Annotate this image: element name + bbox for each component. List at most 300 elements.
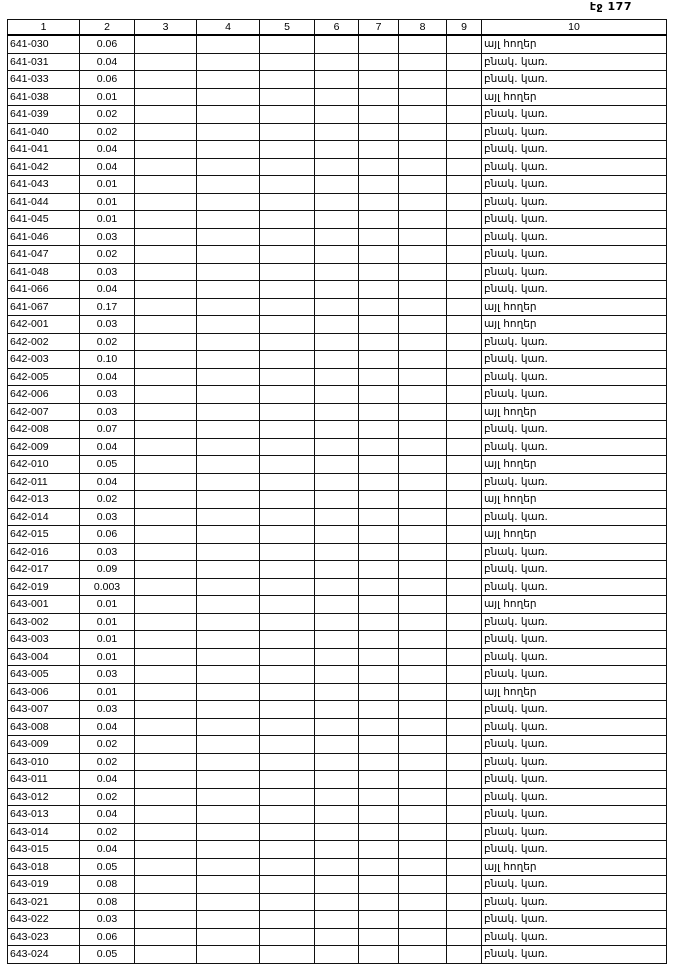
- empty-cell: [260, 946, 315, 964]
- table-row: [8, 578, 667, 596]
- empty-cell: [197, 946, 260, 964]
- empty-cell: [399, 333, 447, 351]
- land-use-cell: բնակ. կառ.: [482, 106, 667, 124]
- empty-cell: [260, 298, 315, 316]
- empty-cell: [315, 176, 359, 194]
- empty-cell: [359, 473, 399, 491]
- empty-cell: [447, 578, 482, 596]
- parcel-code-cell: 642-015: [8, 526, 80, 544]
- parcel-code-cell: 643-005: [8, 666, 80, 684]
- parcel-code-cell: 641-039: [8, 106, 80, 124]
- parcel-code-cell: 642-011: [8, 473, 80, 491]
- empty-cell: [399, 753, 447, 771]
- empty-cell: [315, 316, 359, 334]
- land-use-cell: բնակ. կառ.: [482, 648, 667, 666]
- header-row: [8, 20, 667, 36]
- land-use-cell: բնակ. կառ.: [482, 123, 667, 141]
- empty-cell: [135, 631, 197, 649]
- empty-cell: [315, 788, 359, 806]
- land-use-cell: բնակ. կառ.: [482, 841, 667, 859]
- area-value-cell: 0.04: [80, 771, 135, 789]
- empty-cell: [399, 806, 447, 824]
- empty-cell: [260, 403, 315, 421]
- land-use-cell: բնակ. կառ.: [482, 613, 667, 631]
- table-row: [8, 368, 667, 386]
- table-row: [8, 911, 667, 929]
- empty-cell: [447, 841, 482, 859]
- empty-cell: [399, 211, 447, 229]
- land-use-cell: բնակ. կառ.: [482, 561, 667, 579]
- empty-cell: [197, 683, 260, 701]
- land-use-cell: բնակ. կառ.: [482, 543, 667, 561]
- area-value-cell: 0.01: [80, 613, 135, 631]
- empty-cell: [399, 718, 447, 736]
- empty-cell: [135, 263, 197, 281]
- parcel-code-cell: 642-016: [8, 543, 80, 561]
- empty-cell: [447, 88, 482, 106]
- empty-cell: [135, 316, 197, 334]
- table-row: [8, 456, 667, 474]
- parcel-code-cell: 641-033: [8, 71, 80, 89]
- area-value-cell: 0.01: [80, 648, 135, 666]
- empty-cell: [135, 596, 197, 614]
- parcel-code-cell: 641-040: [8, 123, 80, 141]
- table-row: [8, 263, 667, 281]
- empty-cell: [197, 473, 260, 491]
- empty-cell: [135, 946, 197, 964]
- land-use-cell: այլ հողեր: [482, 683, 667, 701]
- parcel-code-cell: 641-067: [8, 298, 80, 316]
- empty-cell: [260, 823, 315, 841]
- area-value-cell: 0.03: [80, 263, 135, 281]
- empty-cell: [359, 333, 399, 351]
- parcel-code-cell: 642-017: [8, 561, 80, 579]
- empty-cell: [135, 753, 197, 771]
- area-value-cell: 0.03: [80, 701, 135, 719]
- empty-cell: [359, 106, 399, 124]
- empty-cell: [260, 193, 315, 211]
- empty-cell: [197, 701, 260, 719]
- empty-cell: [197, 543, 260, 561]
- area-value-cell: 0.01: [80, 631, 135, 649]
- empty-cell: [399, 648, 447, 666]
- empty-cell: [447, 543, 482, 561]
- table-row: [8, 351, 667, 369]
- empty-cell: [447, 701, 482, 719]
- empty-cell: [260, 281, 315, 299]
- empty-cell: [260, 316, 315, 334]
- empty-cell: [135, 683, 197, 701]
- empty-cell: [315, 858, 359, 876]
- empty-cell: [197, 823, 260, 841]
- empty-cell: [135, 578, 197, 596]
- empty-cell: [315, 701, 359, 719]
- empty-cell: [359, 246, 399, 264]
- land-use-cell: բնակ. կառ.: [482, 753, 667, 771]
- land-use-cell: այլ հողեր: [482, 403, 667, 421]
- empty-cell: [260, 141, 315, 159]
- parcel-code-cell: 643-011: [8, 771, 80, 789]
- empty-cell: [359, 841, 399, 859]
- table-row: [8, 316, 667, 334]
- empty-cell: [399, 386, 447, 404]
- table-row: [8, 543, 667, 561]
- empty-cell: [135, 911, 197, 929]
- empty-cell: [197, 403, 260, 421]
- area-value-cell: 0.03: [80, 228, 135, 246]
- land-use-cell: բնակ. կառ.: [482, 246, 667, 264]
- empty-cell: [359, 701, 399, 719]
- empty-cell: [260, 176, 315, 194]
- empty-cell: [315, 613, 359, 631]
- empty-cell: [359, 526, 399, 544]
- land-use-cell: բնակ. կառ.: [482, 578, 667, 596]
- empty-cell: [135, 141, 197, 159]
- land-use-cell: բնակ. կառ.: [482, 193, 667, 211]
- empty-cell: [135, 543, 197, 561]
- empty-cell: [197, 228, 260, 246]
- empty-cell: [359, 228, 399, 246]
- empty-cell: [399, 158, 447, 176]
- empty-cell: [260, 561, 315, 579]
- parcel-code-cell: 643-004: [8, 648, 80, 666]
- empty-cell: [359, 823, 399, 841]
- empty-cell: [447, 858, 482, 876]
- empty-cell: [399, 543, 447, 561]
- parcel-code-cell: 643-018: [8, 858, 80, 876]
- empty-cell: [260, 491, 315, 509]
- empty-cell: [399, 823, 447, 841]
- parcel-code-cell: 641-043: [8, 176, 80, 194]
- parcel-code-cell: 642-006: [8, 386, 80, 404]
- table-row: [8, 123, 667, 141]
- empty-cell: [135, 158, 197, 176]
- empty-cell: [447, 631, 482, 649]
- empty-cell: [135, 876, 197, 894]
- empty-cell: [359, 281, 399, 299]
- empty-cell: [359, 876, 399, 894]
- parcel-code-cell: 641-047: [8, 246, 80, 264]
- table-row: [8, 491, 667, 509]
- empty-cell: [315, 561, 359, 579]
- parcel-code-cell: 642-008: [8, 421, 80, 439]
- empty-cell: [315, 421, 359, 439]
- empty-cell: [315, 35, 359, 53]
- empty-cell: [315, 53, 359, 71]
- land-use-cell: բնակ. կառ.: [482, 911, 667, 929]
- empty-cell: [315, 946, 359, 964]
- area-value-cell: 0.02: [80, 823, 135, 841]
- empty-cell: [359, 368, 399, 386]
- land-use-cell: բնակ. կառ.: [482, 701, 667, 719]
- table-row: [8, 946, 667, 964]
- column-header: 4: [197, 20, 260, 36]
- empty-cell: [359, 858, 399, 876]
- empty-cell: [135, 701, 197, 719]
- parcel-code-cell: 641-046: [8, 228, 80, 246]
- empty-cell: [359, 263, 399, 281]
- empty-cell: [399, 351, 447, 369]
- column-header: 2: [80, 20, 135, 36]
- empty-cell: [260, 158, 315, 176]
- empty-cell: [447, 806, 482, 824]
- empty-cell: [399, 946, 447, 964]
- empty-cell: [315, 526, 359, 544]
- land-use-cell: բնակ. կառ.: [482, 788, 667, 806]
- empty-cell: [399, 893, 447, 911]
- area-value-cell: 0.03: [80, 911, 135, 929]
- empty-cell: [315, 456, 359, 474]
- table-row: [8, 53, 667, 71]
- empty-cell: [135, 928, 197, 946]
- empty-cell: [399, 701, 447, 719]
- empty-cell: [197, 736, 260, 754]
- empty-cell: [260, 596, 315, 614]
- empty-cell: [197, 123, 260, 141]
- parcel-code-cell: 641-044: [8, 193, 80, 211]
- land-use-cell: բնակ. կառ.: [482, 631, 667, 649]
- empty-cell: [399, 736, 447, 754]
- area-value-cell: 0.02: [80, 753, 135, 771]
- land-use-cell: բնակ. կառ.: [482, 351, 667, 369]
- parcel-code-cell: 643-001: [8, 596, 80, 614]
- area-value-cell: 0.01: [80, 176, 135, 194]
- empty-cell: [197, 561, 260, 579]
- empty-cell: [260, 771, 315, 789]
- empty-cell: [315, 911, 359, 929]
- empty-cell: [399, 456, 447, 474]
- empty-cell: [315, 928, 359, 946]
- land-use-cell: բնակ. կառ.: [482, 876, 667, 894]
- empty-cell: [197, 788, 260, 806]
- column-header: 9: [447, 20, 482, 36]
- parcel-code-cell: 641-048: [8, 263, 80, 281]
- empty-cell: [447, 561, 482, 579]
- empty-cell: [260, 351, 315, 369]
- empty-cell: [135, 736, 197, 754]
- empty-cell: [359, 683, 399, 701]
- empty-cell: [135, 333, 197, 351]
- empty-cell: [315, 211, 359, 229]
- area-value-cell: 0.06: [80, 928, 135, 946]
- area-value-cell: 0.02: [80, 106, 135, 124]
- empty-cell: [359, 561, 399, 579]
- empty-cell: [197, 456, 260, 474]
- empty-cell: [359, 141, 399, 159]
- empty-cell: [399, 876, 447, 894]
- empty-cell: [399, 141, 447, 159]
- empty-cell: [447, 771, 482, 789]
- land-use-cell: բնակ. կառ.: [482, 386, 667, 404]
- area-value-cell: 0.04: [80, 158, 135, 176]
- empty-cell: [197, 438, 260, 456]
- parcel-code-cell: 643-023: [8, 928, 80, 946]
- land-use-cell: բնակ. կառ.: [482, 176, 667, 194]
- table-row: [8, 508, 667, 526]
- empty-cell: [315, 806, 359, 824]
- empty-cell: [359, 928, 399, 946]
- empty-cell: [315, 648, 359, 666]
- empty-cell: [447, 316, 482, 334]
- table-row: [8, 596, 667, 614]
- empty-cell: [197, 893, 260, 911]
- empty-cell: [197, 613, 260, 631]
- empty-cell: [447, 596, 482, 614]
- land-use-cell: բնակ. կառ.: [482, 368, 667, 386]
- empty-cell: [260, 246, 315, 264]
- empty-cell: [260, 228, 315, 246]
- empty-cell: [399, 788, 447, 806]
- empty-cell: [260, 421, 315, 439]
- area-value-cell: 0.02: [80, 491, 135, 509]
- parcel-code-cell: 641-038: [8, 88, 80, 106]
- empty-cell: [260, 701, 315, 719]
- parcel-code-cell: 642-019: [8, 578, 80, 596]
- empty-cell: [135, 823, 197, 841]
- empty-cell: [447, 421, 482, 439]
- empty-cell: [399, 246, 447, 264]
- area-value-cell: 0.04: [80, 438, 135, 456]
- empty-cell: [359, 158, 399, 176]
- column-header: 7: [359, 20, 399, 36]
- land-use-cell: այլ հողեր: [482, 596, 667, 614]
- empty-cell: [260, 543, 315, 561]
- empty-cell: [197, 351, 260, 369]
- empty-cell: [315, 771, 359, 789]
- column-header: 10: [482, 20, 667, 36]
- empty-cell: [399, 928, 447, 946]
- area-value-cell: 0.05: [80, 946, 135, 964]
- empty-cell: [260, 911, 315, 929]
- empty-cell: [315, 596, 359, 614]
- empty-cell: [315, 298, 359, 316]
- empty-cell: [447, 368, 482, 386]
- empty-cell: [447, 263, 482, 281]
- area-value-cell: 0.04: [80, 368, 135, 386]
- empty-cell: [399, 683, 447, 701]
- empty-cell: [359, 946, 399, 964]
- empty-cell: [359, 788, 399, 806]
- empty-cell: [315, 368, 359, 386]
- empty-cell: [447, 928, 482, 946]
- area-value-cell: 0.06: [80, 526, 135, 544]
- empty-cell: [315, 123, 359, 141]
- empty-cell: [260, 788, 315, 806]
- empty-cell: [135, 456, 197, 474]
- area-value-cell: 0.01: [80, 193, 135, 211]
- empty-cell: [135, 281, 197, 299]
- land-use-cell: այլ հողեր: [482, 298, 667, 316]
- empty-cell: [399, 71, 447, 89]
- empty-cell: [197, 281, 260, 299]
- empty-cell: [447, 718, 482, 736]
- area-value-cell: 0.05: [80, 858, 135, 876]
- empty-cell: [447, 508, 482, 526]
- empty-cell: [315, 683, 359, 701]
- parcel-code-cell: 642-013: [8, 491, 80, 509]
- empty-cell: [359, 578, 399, 596]
- table-row: [8, 788, 667, 806]
- empty-cell: [359, 123, 399, 141]
- table-row: [8, 386, 667, 404]
- parcel-code-cell: 641-031: [8, 53, 80, 71]
- empty-cell: [260, 35, 315, 53]
- empty-cell: [399, 491, 447, 509]
- table-row: [8, 876, 667, 894]
- empty-cell: [260, 666, 315, 684]
- empty-cell: [315, 508, 359, 526]
- empty-cell: [399, 911, 447, 929]
- empty-cell: [197, 298, 260, 316]
- empty-cell: [447, 648, 482, 666]
- empty-cell: [135, 71, 197, 89]
- area-value-cell: 0.17: [80, 298, 135, 316]
- empty-cell: [447, 35, 482, 53]
- empty-cell: [359, 316, 399, 334]
- empty-cell: [197, 841, 260, 859]
- empty-cell: [135, 666, 197, 684]
- area-value-cell: 0.04: [80, 841, 135, 859]
- land-use-cell: այլ հողեր: [482, 88, 667, 106]
- empty-cell: [359, 596, 399, 614]
- empty-cell: [447, 473, 482, 491]
- parcel-code-cell: 642-001: [8, 316, 80, 334]
- area-value-cell: 0.02: [80, 788, 135, 806]
- empty-cell: [260, 806, 315, 824]
- empty-cell: [197, 596, 260, 614]
- empty-cell: [447, 211, 482, 229]
- empty-cell: [197, 578, 260, 596]
- table-row: [8, 88, 667, 106]
- table-row: [8, 613, 667, 631]
- land-use-cell: բնակ. կառ.: [482, 823, 667, 841]
- empty-cell: [447, 193, 482, 211]
- land-use-cell: բնակ. կառ.: [482, 333, 667, 351]
- empty-cell: [197, 876, 260, 894]
- empty-cell: [315, 631, 359, 649]
- empty-cell: [135, 246, 197, 264]
- empty-cell: [197, 508, 260, 526]
- parcel-code-cell: 642-005: [8, 368, 80, 386]
- empty-cell: [135, 88, 197, 106]
- empty-cell: [197, 718, 260, 736]
- parcel-code-cell: 642-014: [8, 508, 80, 526]
- empty-cell: [359, 193, 399, 211]
- empty-cell: [447, 141, 482, 159]
- empty-cell: [260, 473, 315, 491]
- empty-cell: [399, 771, 447, 789]
- area-value-cell: 0.01: [80, 596, 135, 614]
- land-use-cell: բնակ. կառ.: [482, 281, 667, 299]
- area-value-cell: 0.04: [80, 53, 135, 71]
- empty-cell: [447, 456, 482, 474]
- parcel-code-cell: 643-024: [8, 946, 80, 964]
- empty-cell: [399, 421, 447, 439]
- column-header: 1: [8, 20, 80, 36]
- empty-cell: [315, 386, 359, 404]
- parcel-code-cell: 643-003: [8, 631, 80, 649]
- empty-cell: [135, 561, 197, 579]
- empty-cell: [315, 876, 359, 894]
- empty-cell: [315, 823, 359, 841]
- empty-cell: [399, 316, 447, 334]
- table-row: [8, 35, 667, 53]
- empty-cell: [359, 88, 399, 106]
- empty-cell: [135, 718, 197, 736]
- empty-cell: [399, 88, 447, 106]
- empty-cell: [447, 333, 482, 351]
- table-row: [8, 211, 667, 229]
